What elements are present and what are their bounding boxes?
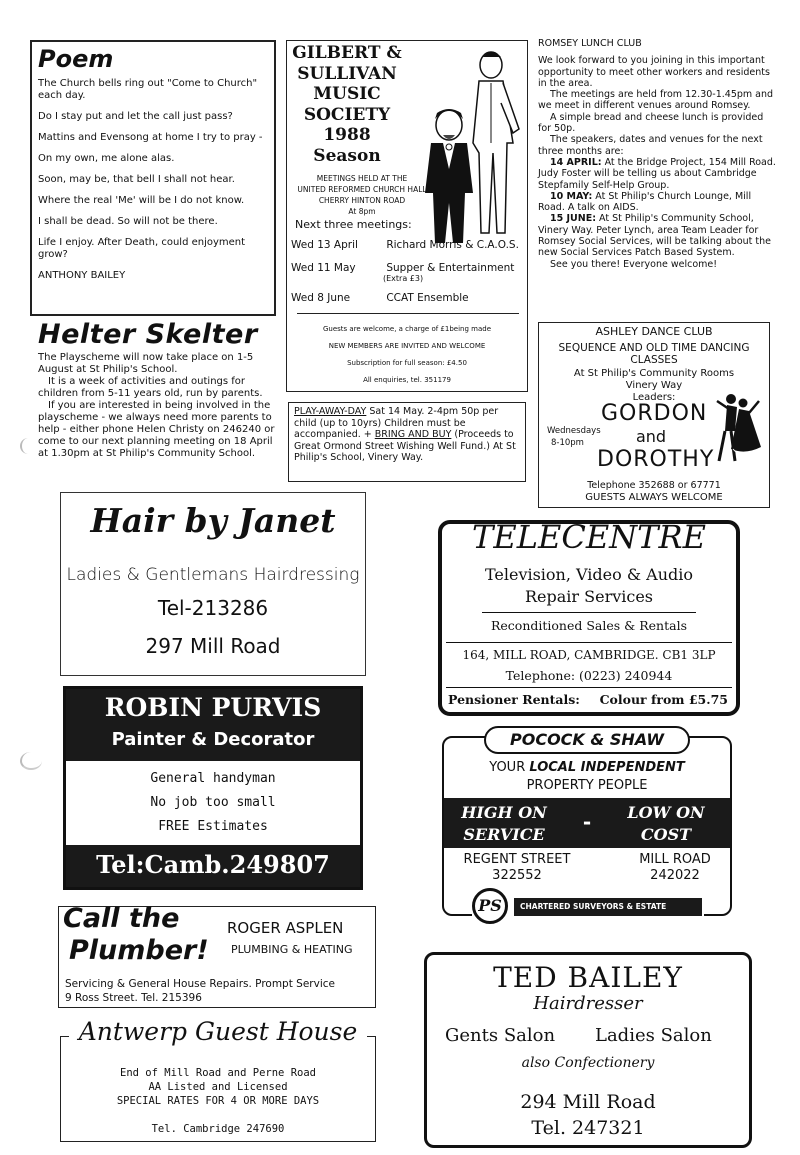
ted-gents: Gents Salon: [445, 1025, 556, 1046]
gs-event-name: CCAT Ensemble: [386, 292, 469, 304]
plumber-address: 9 Ross Street. Tel. 215396: [65, 992, 202, 1004]
helter-title: Helter Skelter: [38, 319, 258, 350]
antwerp-phone: Tel. Cambridge 247690: [151, 1123, 285, 1135]
gs-meetings-line: MEETINGS HELD AT THE: [316, 174, 408, 183]
romsey-item-text: At St Philip's Church Lounge, Mill Road. A talk on AIDS.: [538, 190, 752, 214]
romsey-item-date: 14 APRIL:: [550, 156, 602, 168]
poem-author: ANTHONY BAILEY: [38, 270, 126, 281]
ashley-leader-name: GORDON: [601, 401, 708, 426]
telecentre-divider: [446, 687, 732, 688]
ashley-leader-name: DOROTHY: [597, 447, 715, 472]
telecentre-title: TELECENTRE: [472, 518, 706, 556]
play-away-bring: BRING AND BUY: [374, 429, 452, 440]
play-away-title: PLAY-AWAY-DAY: [294, 406, 367, 417]
pocock-title: POCOCK & SHAW: [510, 730, 664, 749]
helter-para: The Playscheme will now take place on 1-5 August at St Philip's School.: [38, 352, 254, 375]
plumber-title: [63, 903, 233, 967]
gs-divider: [297, 313, 519, 314]
gs-title-line: MUSIC: [313, 84, 381, 104]
gs-foot-line: All enquiries, tel. 351179: [363, 376, 451, 384]
telecentre-line: Repair Services: [524, 587, 654, 606]
romsey-item-date: 10 MAY:: [550, 190, 593, 202]
pocock-logo: PS: [472, 888, 508, 924]
janet-line: Ladies & Gentlemans Hairdressing: [66, 565, 360, 585]
ted-subtitle: Hairdresser: [533, 993, 643, 1014]
pocock-tagline: PROPERTY PEOPLE: [526, 778, 648, 793]
plumber-ad: [58, 903, 376, 1008]
gs-event-name: Supper & Entertainment: [386, 262, 515, 274]
romsey-item-text: At the Bridge Project, 154 Mill Road. Judy Foster will be telling us about Cambridge Stepfamily Self-Help Group.: [538, 156, 776, 191]
plumber-title-line: Plumber!: [69, 935, 209, 966]
ashley-when: 8-10pm: [551, 438, 584, 448]
pocock-shaw-ad: [442, 730, 732, 929]
pocock-branch-line: MILL ROAD: [639, 852, 711, 867]
gs-title-line: SULLIVAN: [297, 63, 397, 84]
pocock-low-line: COST: [640, 825, 692, 844]
ashley-guests: GUESTS ALWAYS WELCOME: [585, 492, 723, 503]
ted-address: 294 Mill Road: [520, 1091, 656, 1113]
plumber-title-line: Call the: [63, 903, 180, 934]
romsey-lunch-club: [538, 38, 776, 270]
gs-event-sub: (Extra £3): [383, 274, 424, 283]
romsey-item: [538, 191, 776, 214]
gs-title: [291, 43, 403, 166]
pocock-low: [616, 802, 716, 846]
gs-meetings: [287, 173, 437, 217]
ashley-leaders: Leaders:: [632, 392, 676, 403]
pocock-branch: [610, 852, 740, 884]
gs-foot-line: NEW MEMBERS ARE INVITED AND WELCOME: [328, 342, 486, 350]
janet-phone: Tel-213286: [157, 596, 269, 620]
romsey-item: [538, 213, 776, 258]
gs-title-line: SOCIETY: [303, 104, 391, 125]
plumber-service: Servicing & General House Repairs. Prompt Service: [65, 978, 335, 990]
ashley-phone: Telephone 352688 or 67771: [587, 480, 721, 491]
robin-line: General handyman: [150, 771, 276, 786]
helter-para: If you are interested in being involved in the playscheme - we always need more parents to help - either phone Helen Christy on 246240 or come to our next planning meeting on 18 April at 1.30pm at St Philip's Community School.: [38, 400, 275, 459]
telecentre-phone: Telephone: (0223) 240944: [505, 668, 673, 683]
romsey-item: [538, 157, 776, 191]
poem-line: The Church bells ring out "Come to Church" each day.: [38, 78, 258, 101]
antwerp-title: Antwerp Guest House: [69, 1017, 367, 1046]
gs-foot-line: Guests are welcome, a charge of £1being made: [322, 325, 492, 333]
dancing-couple-icon: [709, 391, 765, 467]
pocock-branch-line: 242022: [650, 868, 700, 883]
ashley-venue: At St Philip's Community Rooms: [573, 368, 735, 379]
helter-skelter-section: [38, 318, 276, 460]
robin-tel-band: [66, 845, 360, 887]
play-away-text: (Proceeds to Great Ormond Street Wishing Well Fund.) At St Philip's School, Vinery Way.: [294, 429, 516, 463]
janet-title: Hair by Janet: [90, 501, 336, 540]
poem-box: [30, 40, 276, 316]
gs-event-row: [291, 239, 527, 251]
ashley-dance-club-box: [538, 322, 770, 508]
telecentre-price: Colour from £5.75: [599, 692, 728, 707]
pocock-dash: -: [582, 810, 592, 834]
ted-also: also Confectionery: [521, 1055, 655, 1071]
ashley-venue: Vinery Way: [625, 380, 683, 391]
gilbert-sullivan-box: [286, 40, 528, 392]
gs-foot: [287, 325, 527, 384]
pocock-tag: CHARTERED SURVEYORS & ESTATE AGENTS: [514, 898, 702, 916]
poem-line: Soon, may be, that bell I shall not hear.: [38, 174, 235, 185]
pocock-high: [454, 802, 554, 846]
poem-line: Mattins and Evensong at home I try to pray -: [38, 132, 263, 143]
ted-ladies: Ladies Salon: [595, 1025, 712, 1046]
robin-header-band: [66, 689, 360, 761]
punch-hole-mark: [20, 752, 42, 770]
poem-line: On my own, me alone alas.: [38, 153, 175, 164]
gs-event-row: [291, 292, 527, 304]
romsey-para: We look forward to you joining in this important opportunity to meet other workers and residents in the area.: [538, 55, 770, 89]
ashley-sub: SEQUENCE AND OLD TIME DANCING CLASSES: [558, 342, 750, 366]
robin-purvis-ad: [63, 686, 363, 890]
telecentre-rentals: Pensioner Rentals:: [448, 692, 580, 707]
poem-line: Do I stay put and let the call just pass?: [38, 111, 233, 122]
gs-next: Next three meetings:: [295, 218, 412, 231]
ashley-when: Wednesdays: [547, 426, 601, 436]
poem-line: Life I enjoy. After Death, could enjoyment grow?: [38, 237, 246, 260]
pocock-branch-line: 322552: [492, 868, 542, 883]
gs-title-line: 1988: [323, 125, 371, 145]
ted-bailey-ad: [424, 952, 752, 1148]
pocock-title-plate: [484, 726, 690, 754]
telecentre-line: Television, Video & Audio: [484, 565, 694, 584]
romsey-item-text: At St Philip's Community School, Vinery Way. Peter Lynch, area Team Leader for Romsey Social Services, will be talking about the new Social Services Patch Based System.: [538, 213, 771, 259]
gs-event-date: Wed 11 May: [291, 262, 356, 274]
plumber-name: ROGER ASPLEN: [227, 919, 344, 937]
romsey-item-date: 15 JUNE:: [550, 213, 597, 225]
antwerp-guest-house-ad: [60, 1017, 376, 1142]
helter-para: It is a week of activities and outings for children from 5-11 years old, run by parents.: [38, 376, 263, 399]
telecentre-divider: [446, 642, 732, 643]
gs-meetings-line: CHERRY HINTON ROAD: [318, 196, 406, 205]
ashley-title: ASHLEY DANCE CLUB: [595, 325, 713, 338]
gs-event-date: Wed 8 June: [291, 292, 351, 304]
gs-meetings-line: At 8pm: [348, 207, 376, 216]
robin-title: ROBIN PURVIS: [104, 693, 322, 722]
antwerp-line: SPECIAL RATES FOR 4 OR MORE DAYS: [116, 1095, 320, 1107]
telecentre-ad: [438, 520, 740, 716]
romsey-para: A simple bread and cheese lunch is provided for 50p.: [538, 111, 764, 135]
hair-by-janet-ad: [60, 492, 366, 676]
pocock-low-line: LOW ON: [627, 803, 705, 822]
robin-subtitle: Painter & Decorator: [111, 729, 315, 750]
gs-event-date: Wed 13 April: [291, 239, 358, 251]
pocock-tagline-text: LOCAL INDEPENDENT: [529, 760, 685, 775]
poem-title: Poem: [38, 45, 114, 73]
poem-line: Where the real 'Me' will be I do not know.: [38, 195, 245, 206]
gilbert-sullivan-illustration: [413, 43, 527, 253]
pocock-high-line: SERVICE: [463, 825, 545, 844]
pocock-branch: [452, 852, 582, 884]
robin-line: FREE Estimates: [158, 819, 268, 834]
romsey-para: The meetings are held from 12.30-1.45pm and we meet in different venues around Romsey.: [538, 89, 774, 112]
gs-foot-line: Subscription for full season: £4.50: [347, 359, 467, 367]
pocock-high-line: HIGH ON: [461, 803, 547, 822]
gs-title-line: Season: [313, 145, 381, 166]
plumber-trade: PLUMBING & HEATING: [231, 943, 353, 956]
pocock-tagline-text: YOUR: [489, 760, 530, 775]
gs-event-row: [291, 262, 527, 283]
punch-hole-mark: [20, 438, 36, 454]
play-away-day-box: [288, 402, 526, 482]
play-away-text: Sat 14 May. 2-4pm 50p per child (up to 10yrs) Children must be accompanied. +: [294, 406, 499, 440]
romsey-para: The speakers, dates and venues for the next three months are:: [538, 134, 763, 157]
poem-line: I shall be dead. So will not be there.: [38, 216, 218, 227]
pocock-branch-line: REGENT STREET: [463, 852, 571, 867]
gs-event-name: Richard Morris & C.A.O.S.: [386, 239, 519, 251]
gs-meetings-line: UNITED REFORMED CHURCH HALL: [297, 185, 427, 194]
romsey-title: ROMSEY LUNCH CLUB: [538, 38, 642, 49]
robin-phone: Tel:Camb.249807: [96, 850, 330, 879]
ted-phone: Tel. 247321: [531, 1117, 645, 1139]
antwerp-line: End of Mill Road and Perne Road: [120, 1067, 316, 1079]
janet-address: 297 Mill Road: [145, 634, 281, 658]
telecentre-divider: [482, 612, 696, 613]
pocock-band: [444, 798, 730, 848]
ashley-and: and: [635, 427, 667, 446]
gs-title-line: GILBERT &: [292, 43, 402, 63]
ted-title: TED BAILEY: [493, 961, 683, 994]
telecentre-address: 164, MILL ROAD, CAMBRIDGE. CB1 3LP: [462, 648, 716, 662]
telecentre-line: Reconditioned Sales & Rentals: [490, 618, 687, 633]
romsey-closing: See you there! Everyone welcome!: [550, 258, 718, 270]
antwerp-line: AA Listed and Licensed: [148, 1081, 288, 1093]
pocock-tagline: [444, 760, 730, 775]
pocock-footer: [472, 888, 704, 929]
robin-line: No job too small: [150, 795, 276, 810]
